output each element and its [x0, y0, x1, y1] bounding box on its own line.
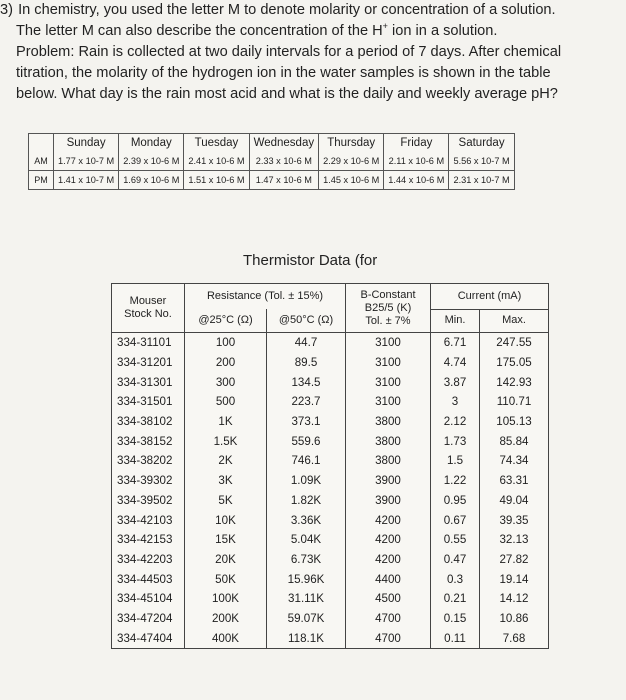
table-row [112, 589, 549, 609]
resistance-25c: 200 [185, 353, 267, 373]
thermistor-table [111, 283, 549, 649]
table-row [112, 550, 549, 570]
resistance-25c: 10K [185, 510, 267, 530]
row-label: PM [29, 171, 54, 190]
stock-number: 334-44503 [112, 569, 185, 589]
current-max: 175.05 [480, 353, 549, 373]
current-min: 3.87 [431, 372, 480, 392]
stock-number: 334-31301 [112, 372, 185, 392]
current-min: 4.74 [431, 353, 480, 373]
b-constant: 4400 [346, 569, 431, 589]
b-constant: 3800 [346, 451, 431, 471]
table-cell: 1.47 x 10-6 M [249, 171, 319, 190]
b-constant: 3900 [346, 471, 431, 491]
current-min: 1.73 [431, 431, 480, 451]
stock-number: 334-42153 [112, 530, 185, 550]
table-row [112, 609, 549, 629]
day-header: Monday [119, 134, 184, 153]
table-row [112, 451, 549, 471]
question-text [0, 0, 622, 105]
table-cell: 2.33 x 10-6 M [249, 152, 319, 171]
current-min: 0.3 [431, 569, 480, 589]
current-min: 6.71 [431, 333, 480, 353]
current-max: 19.14 [480, 569, 549, 589]
stock-number: 334-47204 [112, 609, 185, 629]
b-constant: 3100 [346, 392, 431, 412]
table-cell: 5.56 x 10-7 M [449, 152, 514, 171]
ph-table-corner [29, 134, 54, 153]
resistance-50c: 373.1 [267, 412, 346, 432]
current-max: 142.93 [480, 372, 549, 392]
resistance-25c: 300 [185, 372, 267, 392]
resistance-50c: 134.5 [267, 372, 346, 392]
table-cell: 1.69 x 10-6 M [119, 171, 184, 190]
current-max: 32.13 [480, 530, 549, 550]
b-constant: 3800 [346, 412, 431, 432]
resistance-50c: 3.36K [267, 510, 346, 530]
resistance-25c: 50K [185, 569, 267, 589]
table-cell: 1.51 x 10-6 M [184, 171, 249, 190]
resistance-50c: 1.82K [267, 491, 346, 511]
resistance-50c: 44.7 [267, 333, 346, 353]
question-line-3: Problem: Rain is collected at two daily intervals for a period of 7 days. After chemical [16, 44, 562, 60]
table-row [112, 530, 549, 550]
table-cell: 1.44 x 10-6 M [384, 171, 449, 190]
resistance-25c: 100K [185, 589, 267, 609]
b-constant: 4200 [346, 530, 431, 550]
current-min: 0.11 [431, 628, 480, 648]
resistance-50c: 223.7 [267, 392, 346, 412]
current-min: 0.67 [431, 510, 480, 530]
table-cell: 2.39 x 10-6 M [119, 152, 184, 171]
table-cell: 1.41 x 10-7 M [54, 171, 119, 190]
resistance-50c: 15.96K [267, 569, 346, 589]
current-max: 74.34 [480, 451, 549, 471]
resistance-50c: 559.6 [267, 431, 346, 451]
table-row [112, 471, 549, 491]
current-min: 0.21 [431, 589, 480, 609]
current-max: 247.55 [480, 333, 549, 353]
current-min: 0.55 [431, 530, 480, 550]
resistance-50c: 6.73K [267, 550, 346, 570]
stock-number: 334-39502 [112, 491, 185, 511]
table-row [112, 431, 549, 451]
current-min: 3 [431, 392, 480, 412]
thermistor-header-row [112, 284, 549, 310]
b-constant: 3100 [346, 333, 431, 353]
resistance-25c: 500 [185, 392, 267, 412]
resistance-50c: 118.1K [267, 628, 346, 648]
day-header: Tuesday [184, 134, 249, 153]
resistance-header: Resistance (Tol. ± 15%) [185, 284, 346, 310]
table-row [112, 333, 549, 353]
current-max: 10.86 [480, 609, 549, 629]
resistance-25c: 400K [185, 628, 267, 648]
table-cell: 2.29 x 10-6 M [319, 152, 384, 171]
stock-number: 334-47404 [112, 628, 185, 648]
resistance-25c: 3K [185, 471, 267, 491]
ph-table-row-am [29, 152, 515, 171]
question-line-4: titration, the molarity of the hydrogen ion in the water samples is shown in the table [16, 65, 551, 81]
question-line-2: The letter M can also describe the concentration of the H+ ion in a solution. [16, 21, 498, 39]
ph-table-header-row [29, 134, 515, 153]
day-header: Thursday [319, 134, 384, 153]
table-row [112, 412, 549, 432]
r50-header: @50°C (Ω) [267, 309, 346, 332]
resistance-50c: 746.1 [267, 451, 346, 471]
resistance-50c: 5.04K [267, 530, 346, 550]
stock-number: 334-31201 [112, 353, 185, 373]
table-row [112, 569, 549, 589]
stock-number: 334-45104 [112, 589, 185, 609]
current-min: 0.15 [431, 609, 480, 629]
table-row [112, 510, 549, 530]
current-max: 105.13 [480, 412, 549, 432]
stock-number: 334-31501 [112, 392, 185, 412]
b-constant: 4200 [346, 510, 431, 530]
resistance-25c: 15K [185, 530, 267, 550]
resistance-50c: 89.5 [267, 353, 346, 373]
current-min: 1.5 [431, 451, 480, 471]
table-cell: 1.77 x 10-7 M [54, 152, 119, 171]
resistance-25c: 20K [185, 550, 267, 570]
question-line-1: 3) In chemistry, you used the letter M to denote molarity or concentration of a solution. [0, 0, 622, 21]
b-constant-header: B-Constant B25/5 (K) Tol. ± 7% [346, 284, 431, 333]
stock-number: 334-42203 [112, 550, 185, 570]
current-max: 7.68 [480, 628, 549, 648]
resistance-50c: 59.07K [267, 609, 346, 629]
stock-number: 334-42103 [112, 510, 185, 530]
current-header: Current (mA) [431, 284, 549, 310]
hydrogen-ion-table [28, 133, 515, 190]
day-header: Wednesday [249, 134, 319, 153]
b-constant: 3800 [346, 431, 431, 451]
current-min: 0.95 [431, 491, 480, 511]
stock-header: Mouser Stock No. [112, 284, 185, 333]
resistance-25c: 1K [185, 412, 267, 432]
current-max: 14.12 [480, 589, 549, 609]
r25-header: @25°C (Ω) [185, 309, 267, 332]
stock-number: 334-38102 [112, 412, 185, 432]
resistance-25c: 100 [185, 333, 267, 353]
b-constant: 4700 [346, 609, 431, 629]
stock-number: 334-39302 [112, 471, 185, 491]
ph-table-row-pm [29, 171, 515, 190]
current-max: 39.35 [480, 510, 549, 530]
current-max: 110.71 [480, 392, 549, 412]
table-cell: 2.41 x 10-6 M [184, 152, 249, 171]
table-cell: 2.31 x 10-7 M [449, 171, 514, 190]
resistance-25c: 200K [185, 609, 267, 629]
min-header: Min. [431, 309, 480, 332]
table-cell: 1.45 x 10-6 M [319, 171, 384, 190]
table-row [112, 372, 549, 392]
current-max: 63.31 [480, 471, 549, 491]
b-constant: 3900 [346, 491, 431, 511]
table-cell: 2.11 x 10-6 M [384, 152, 449, 171]
resistance-50c: 31.11K [267, 589, 346, 609]
b-constant: 4700 [346, 628, 431, 648]
current-max: 85.84 [480, 431, 549, 451]
stock-number: 334-38202 [112, 451, 185, 471]
table-row [112, 628, 549, 648]
day-header: Saturday [449, 134, 514, 153]
thermistor-title: Thermistor Data (for [243, 252, 378, 269]
question-line-5: below. What day is the rain most acid and what is the daily and weekly average pH? [16, 86, 558, 102]
day-header: Friday [384, 134, 449, 153]
b-constant: 4200 [346, 550, 431, 570]
current-min: 1.22 [431, 471, 480, 491]
current-max: 27.82 [480, 550, 549, 570]
table-row [112, 392, 549, 412]
resistance-25c: 2K [185, 451, 267, 471]
question-number: 3) [0, 2, 13, 18]
resistance-25c: 1.5K [185, 431, 267, 451]
table-row [112, 353, 549, 373]
stock-number: 334-31101 [112, 333, 185, 353]
day-header: Sunday [54, 134, 119, 153]
b-constant: 3100 [346, 353, 431, 373]
max-header: Max. [480, 309, 549, 332]
resistance-25c: 5K [185, 491, 267, 511]
stock-number: 334-38152 [112, 431, 185, 451]
table-row [112, 491, 549, 511]
thermistor-body [112, 333, 549, 649]
row-label: AM [29, 152, 54, 171]
resistance-50c: 1.09K [267, 471, 346, 491]
current-min: 0.47 [431, 550, 480, 570]
b-constant: 3100 [346, 372, 431, 392]
b-constant: 4500 [346, 589, 431, 609]
current-max: 49.04 [480, 491, 549, 511]
current-min: 2.12 [431, 412, 480, 432]
